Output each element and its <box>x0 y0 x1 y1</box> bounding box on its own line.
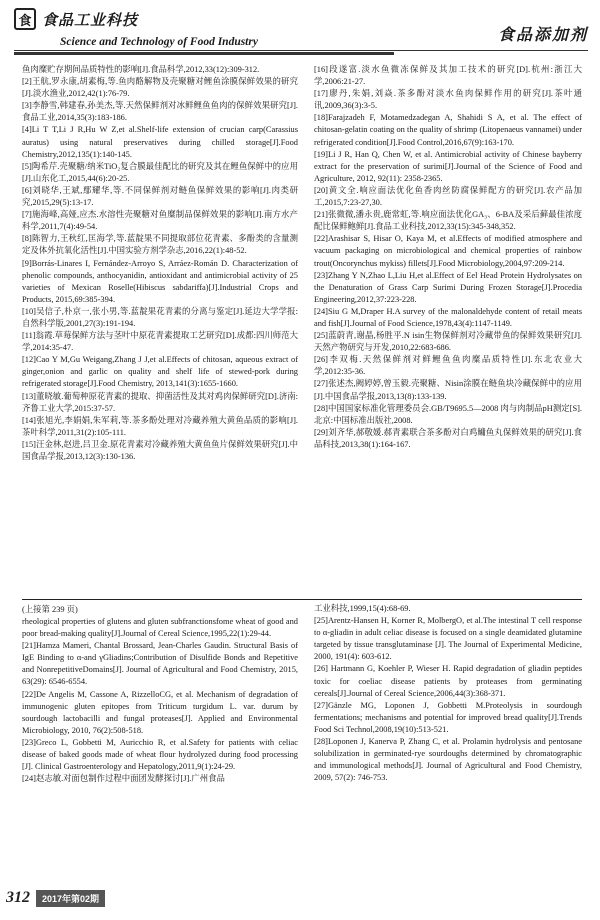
reference-item: [20]黄文全.响应面法优化鱼香肉丝防腐保鲜配方的研究[J].农产品加工,2015,7:23-27,30. <box>314 185 582 208</box>
reference-item: [26] Hartmann G, Koehler P, Wieser H. Rapid degradation of gliadin peptides toxic for coeliac disease patients by proteases from germinating cereals[J].Journal of Cereal Science,2006,44(3):368-371. <box>314 664 582 698</box>
reference-item: [28]中国国家标准化管理委员会.GB/T9695.5—2008 肉与肉制品pH测定[S].北京:中国标准出版社,2008. <box>314 403 582 425</box>
reference-item: [18]Farajzadeh F, Motamedzadegan A, Shahidi S A, et al. The effect of chitosan-gelatin coating on the quality of shrimp (Litopenaeus vannamei) under refrigerated condition[J].Food Control,2016,67(9):163-170. <box>314 113 582 147</box>
page-header <box>0 0 600 52</box>
reference-item: [23]Greco L, Gobbetti M, Auricchio R, et al.Safety for patients with celiac disease of baked goods made of wheat flour hydrolyzed during food processing [J]. Clinical Gastroenterology and Hepatology,2011,9(1):24-29. <box>22 737 298 772</box>
reference-item: [25]Arentz-Hansen H, Korner R, MolbergO, et al.The intestinal T cell response to α-gliadin in adult celiac disease is focused on a single deamidated glutamine targeted by tissue transglutaminase [J]. The Journal of Experimental Medicine, 2000, 191(4): 603-612. <box>314 616 582 662</box>
page-number: 312 <box>6 889 30 906</box>
journal-title-en: Science and Technology of Food Industry <box>60 36 258 48</box>
reference-item: [16]段遂富.淡水鱼微冻保鲜及其加工技术的研究[D].杭州:浙江大学,2006:21-27. <box>314 65 582 87</box>
reference-item: [7]施海峰,高娅,应杰.水溶性壳聚糖对鱼糜制品保鲜效果的影响[J].南方水产科学,2011,7(4):49-54. <box>22 210 298 232</box>
issue-badge: 2017年第02期 <box>36 890 105 907</box>
reference-item: [11]翁霞.草莓保鲜方法与茎叶中原花青素提取工艺研究[D].成都:四川师范大学,2014:35-47. <box>22 331 298 353</box>
reference-item: 工业科技,1999,15(4):68-69. <box>314 604 411 613</box>
reference-item: [23]Zhang Y N,Zhao L,Liu H,et al.Effect of Eel Head Protein Hydrolysates on the Denaturation of Grass Carp Surimi During Frozen Storage[J].Procedia Engineering,2012,37:223-228. <box>314 270 582 304</box>
reference-item: [19]Li J R, Han Q, Chen W, et al. Antimicrobial activity of Chinese bayberry extract for the preservation of surimi[J].Journal of the Science of Food and Agriculture, 2012, 92(11): 2358-2365. <box>314 149 582 183</box>
reference-item: [22]Arashisar S, Hisar O, Kaya M, et al.Effects of modified atmosphere and vacuum packaging on microbiological and chemical properties of rainbow trout(Oncorynchus mykiss) fillets[J].Food Microbiology,2004,97:209-214. <box>314 234 582 268</box>
journal-logo <box>14 6 144 32</box>
reference-item: rheological properties of glutens and gluten subfranctionsfome wheat of good and poor bread-making quality[J].Journal of Cereal Science,1995,22(1):29-44. <box>22 617 298 639</box>
references-left-bottom <box>22 616 298 785</box>
reference-item: [27]张述杰,阙婷婷,曾玉毅.壳聚糖、Nisin涂膜在鲢鱼块冷藏保鲜中的应用[J].中国食品学报,2013,13(8):133-139. <box>314 379 582 401</box>
reference-item: [5]陶希芹.壳聚糖/纳米TiO₂复合膜最佳配比的研究及其在鲤鱼保鲜中的应用[J].山东化工,2015,44(6):20-25. <box>22 161 298 183</box>
reference-item: [26]李双梅.天然保鲜剂对鲜鲤鱼鱼肉糜品质特性[J].东北农业大学,2012:35-36. <box>314 355 582 377</box>
reference-item: [17]廖丹,朱娟,刘焱.茶多酚对淡水鱼肉保鲜作用的研究[J].茶叶通讯,2009,36(3):3-5. <box>314 89 582 111</box>
journal-title-cn: 食品工业科技 <box>42 10 139 29</box>
reference-item: [2]王航,罗永康,胡素梅,等.鱼肉酪解物及壳聚糖对鲤鱼涂膜保鲜效果的研究[J].淡水渔业,2012,42(1):76-79. <box>22 77 298 99</box>
reference-item: [24]Siu G M,Draper H.A survey of the malonaldehyde content of retail meats and fish[J].Journal of Food Science,1978,43(4):1147-1149. <box>314 306 582 328</box>
reference-item: [15]汪金林,赵进,吕卫金.原花青素对冷藏养殖大黄鱼鱼片保鲜效果研究[J].中国食品学报,2013,12(3):130-136. <box>22 439 298 461</box>
reference-item: 鱼肉糜贮存期间品质特性的影响[J].食品科学,2012,33(12):309-312. <box>22 65 260 74</box>
column-title: 食品添加剂 <box>497 25 588 44</box>
reference-item: [6]刘晓华,王斌,鄢耀华,等.不同保鲜剂对鲢鱼保鲜效果的影响[J].肉类研究,2015,29(5):13-17. <box>22 185 298 208</box>
reference-item: [21]Hamza Mameri, Chantal Brossard, Jean-Charles Gaudin. Structural Basis of IgE Binding to α-and γGliadins;Contribution of Disulfide Bonds and Repetitive and NonrepetitiveDomains[J]. Journal of Agricultural and Food Chemistry, 2015, 63(29): 6546-6554. <box>22 641 298 687</box>
references-left-top <box>22 64 298 463</box>
header-divider <box>14 50 588 51</box>
reference-item: [8]陈智力,王秋红,匡海学,等.蓝靛果不同提取部位花青素、多酚类的含量测定及体外抗氧化活性[J].中国实验方剂学杂志,2016,22(1):48-52. <box>22 234 298 256</box>
header-divider-thick <box>14 52 394 55</box>
reference-item: [4]Li T T,Li J R,Hu W Z,et al.Shelf-life extension of crucian carp(Carassius auratus) using natural preservatives during chilled storage[J].Food Chemistry,2012,135(1):140-145. <box>22 125 298 159</box>
reference-item: [29]刘齐华,郝敬媛.郝青素联合茶多酚对白鸡鳙鱼丸保鲜效果的研究[J].食品科技,2013,38(1):164-167. <box>314 427 582 449</box>
reference-item: [12]Cao Y M,Gu Weigang,Zhang J J,et al.Effects of chitosan, aqueous extract of ginger,onion and garlic on quality and shelf life of stewed-pork during refrigerated storage[J].Food Chemistry, 2013,141(3):1655-1660. <box>22 355 298 389</box>
references-right-top <box>314 64 582 451</box>
section-divider <box>22 599 582 600</box>
reference-item: [21]张微微,潘永贵,鹿常虹,等.响应面法优化GA₃、6-BA及采后藓最佳浓度配比保鲜鲍鲜[J].食品工业科技,2012,33(15):345-348,352. <box>314 210 582 232</box>
reference-item: [14]张旭光,李娟娟,朱军莉,等.茶多酚处理对冷藏养殖大黄鱼品质的影响[J].茶叶科学,2011,31(2):105-111. <box>22 415 298 437</box>
references-right-bottom <box>314 603 582 784</box>
continued-label: (上接第 239 页) <box>22 605 78 614</box>
logo-icon: 食 <box>14 8 36 30</box>
reference-item: [3]李静雪,韩建春,孙美杰,等.天然保鲜剂对冰鲜鲤鱼鱼肉的保鲜效果研究[J].食品工业,2014,35(3):183-186. <box>22 101 298 123</box>
reference-item: [25]蓝蔚青,谢晶,杨胜平.N isin生物保鲜剂对冷藏带鱼的保鲜效果研究[J].天然产物研究与开发,2010,22:683-686. <box>314 331 582 353</box>
reference-item: [13]董晓敏.葡萄种原花青素的提取、抑菌活性及其对鸡肉保鲜研究[D].济南:齐鲁工业大学,2015:37-57. <box>22 391 298 413</box>
reference-item: [24]赵志敏.对面包制作过程中面团发酵探讨[J].广州食品 <box>22 774 225 784</box>
reference-item: [27]Gänzle MG, Loponen J, Gobbetti M.Proteolysis in sourdough fermentations; mechanisms and potential for improved bread quality[J].Trends Food Sci Technol,2008,19(10):513-521. <box>314 700 582 734</box>
reference-item: [9]Borrás-Linares I, Fernández-Arroyo S, Arráez-Román D. Characterization of phenolic compounds, anthocyanidin, antioxidant and antimicrobial activity of 25 varieties of Mexican Roselle(Hibiscus sabdariffa)[J].Industrial Crops and Products, 2015,69:385-394. <box>22 258 298 304</box>
reference-item: [28]Loponen J, Kanerva P, Zhang C, et al. Prolamin hydrolysis and pentosane solubilization in germinated-rye sourdoughs determined by chromatographic and immunological methods[J]. Journal of Agricultural and Food Chemistry, 2009, 57(2): 746-753. <box>314 737 582 783</box>
page-footer <box>6 886 105 910</box>
reference-item: [22]De Angelis M, Cassone A, RizzelloCG, et al. Mechanism of degradation of immunogenic gluten epitopes from Triticum turgidum L. var. durum by sourdough lactobacilli and fungal proteases[J]. Applied and Environmental Microbiology, 2010, 76(2):508-518. <box>22 689 298 735</box>
reference-item: [10]吴信子,朴京一,张小男,等.蓝靛果花青素的分离与鉴定[J].延边大学学报:自然科学版,2001,27(3):191-194. <box>22 306 298 328</box>
